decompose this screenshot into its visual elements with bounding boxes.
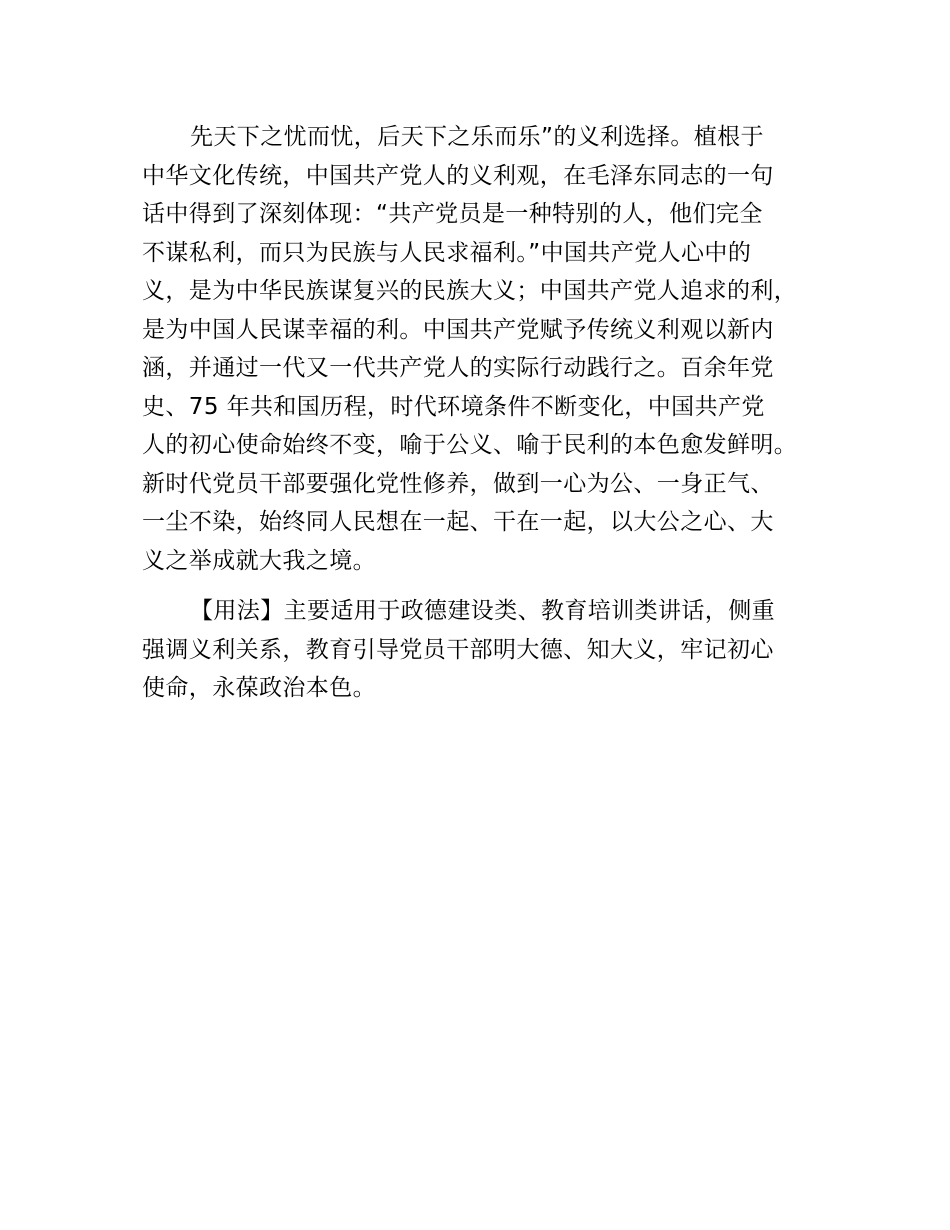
document-body bbox=[142, 118, 832, 720]
text-line: 义之举成就大我之境。 bbox=[142, 547, 376, 574]
text-line: 涵，并通过一代又一代共产党人的实际行动践行之。百余年党 bbox=[142, 355, 774, 381]
text-line: 不谋私利，而只为民族与人民求福利。”中国共产党人心中的 bbox=[142, 239, 752, 266]
text-line: 强调义利关系，教育引导党员干部明大德、知大义，牢记初心 bbox=[142, 636, 774, 663]
text-line: 新时代党员干部要强化党性修养，做到一心为公、一身正气、 bbox=[142, 470, 774, 497]
paragraph-usage bbox=[142, 592, 832, 708]
text-line: 使命，永葆政治本色。 bbox=[142, 675, 376, 701]
text-line: 史、75 年共和国历程，时代环境条件不断变化，中国共产党 bbox=[142, 393, 765, 420]
text-line: 话中得到了深刻体现：“共产党员是一种特别的人，他们完全 bbox=[142, 201, 763, 227]
text-line: 中华文化传统，中国共产党人的义利观，在毛泽东同志的一句 bbox=[142, 162, 774, 189]
text-line: 先天下之忧而忧，后天下之乐而乐”的义利选择。植根于 bbox=[190, 124, 764, 150]
text-line: 是为中国人民谋幸福的利。中国共产党赋予传统义利观以新内 bbox=[142, 316, 774, 343]
paragraph-main bbox=[142, 118, 832, 580]
text-line: 【用法】主要适用于政德建设类、教育培训类讲话，侧重 bbox=[190, 598, 775, 624]
text-line: 人的初心使命始终不变，喻于公义、喻于民利的本色愈发鲜明。 bbox=[142, 432, 798, 458]
text-line: 一尘不染，始终同人民想在一起、干在一起，以大公之心、大 bbox=[142, 509, 774, 535]
text-line: 义，是为中华民族谋复兴的民族大义；中国共产党人追求的利， bbox=[142, 278, 798, 304]
